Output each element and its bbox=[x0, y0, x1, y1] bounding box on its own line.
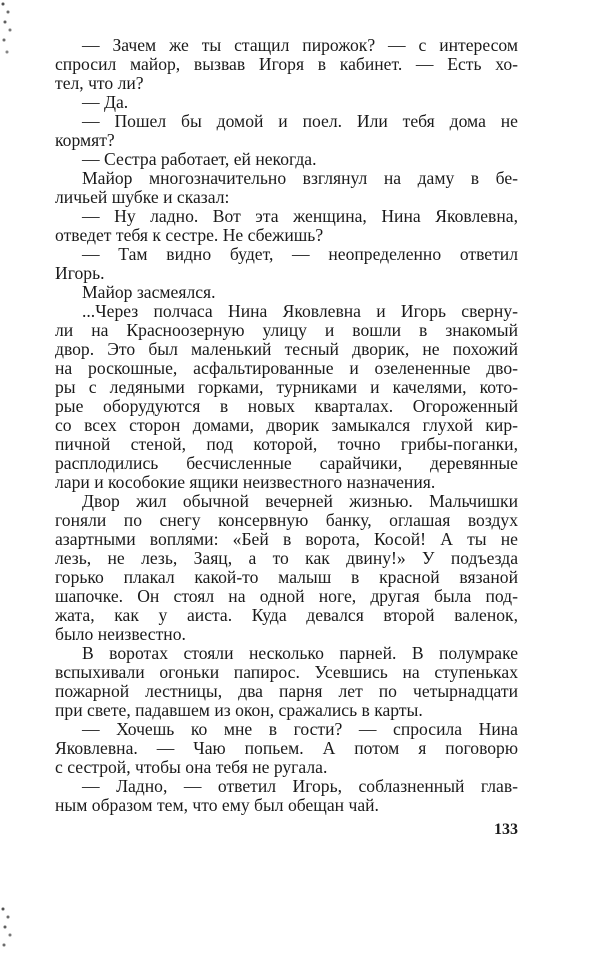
text-line: гоняли по снегу консервную банку, оглашая воздух bbox=[55, 510, 518, 530]
text-line: рые оборудуются в новых кварталах. Огороженный bbox=[55, 396, 518, 416]
text-line: пичной стеной, под которой, точно грибы-поганки, bbox=[55, 434, 518, 454]
text-line: отведет тебя к сестре. Не сбежишь? bbox=[55, 225, 324, 245]
text-line: вспыхивали огоньки папирос. Усевшись на ступеньках bbox=[55, 662, 518, 682]
text-line: Майор засмеялся. bbox=[82, 282, 216, 302]
text-line: — Пошел бы домой и поел. Или тебя дома не bbox=[82, 111, 518, 131]
text-line: — Ну ладно. Вот эта женщина, Нина Яковлевна, bbox=[82, 206, 518, 226]
text-line: кормят? bbox=[55, 130, 115, 150]
text-line: пожарной лестницы, два парня лет по четырнадцати bbox=[55, 681, 518, 701]
text-line: тел, что ли? bbox=[55, 73, 144, 93]
text-line: с сестрой, чтобы она тебя не ругала. bbox=[55, 757, 328, 777]
text-line: — Ладно, — ответил Игорь, соблазненный глав- bbox=[82, 776, 518, 796]
text-line: ным образом тем, что ему был обещан чай. bbox=[55, 795, 379, 815]
text-line: шапочке. Он стоял на одной ноге, другая была под- bbox=[55, 586, 518, 606]
text-line: — Хочешь ко мне в гости? — спросила Нина bbox=[82, 719, 518, 739]
text-line: Игорь. bbox=[55, 263, 105, 283]
text-line: — Там видно будет, — неопределенно ответил bbox=[82, 244, 518, 264]
text-line: лари и кособокие ящики неизвестного назначения. bbox=[55, 472, 436, 492]
text-line: Майор многозначительно взглянул на даму в бе- bbox=[82, 168, 518, 188]
text-line: ры с ледяными горками, турниками и качелями, кото- bbox=[55, 377, 518, 397]
text-line: горько плакал какой-то малыш в красной вязаной bbox=[55, 567, 518, 587]
text-line: было неизвестно. bbox=[55, 624, 186, 644]
text-line: ли на Красноозерную улицу и вошли в знакомый bbox=[55, 320, 518, 340]
text-line: азартными воплями: «Бей в ворота, Косой! А ты не bbox=[55, 529, 518, 549]
text-line: Двор жил обычной вечерней жизнью. Мальчишки bbox=[82, 491, 518, 511]
text-line: В воротах стояли несколько парней. В полумраке bbox=[82, 643, 518, 663]
text-line: ...Через полчаса Нина Яковлевна и Игорь сверну- bbox=[82, 301, 518, 321]
text-line: жата, как у аиста. Куда девался второй валенок, bbox=[55, 605, 518, 625]
page-body-text bbox=[55, 36, 518, 815]
text-line: со всех сторон домами, дворик замыкался глухой кир- bbox=[55, 415, 518, 435]
text-line: — Зачем же ты стащил пирожок? — с интересом bbox=[82, 35, 518, 55]
text-line: личьей шубке и сказал: bbox=[55, 187, 230, 207]
text-line: на роскошные, асфальтированные и озелененные дво- bbox=[55, 358, 518, 378]
text-line: двор. Это был маленький тесный дворик, не похожий bbox=[55, 339, 518, 359]
text-line: — Сестра работает, ей некогда. bbox=[82, 149, 317, 169]
page-number: 133 bbox=[494, 821, 518, 838]
scan-artifact-bottom bbox=[0, 905, 14, 955]
text-line: — Да. bbox=[82, 92, 129, 112]
text-line: Яковлевна. — Чаю попьем. А потом я поговорю bbox=[55, 738, 518, 758]
text-line: спросил майор, вызвав Игоря в кабинет. — Есть хо- bbox=[55, 54, 518, 74]
text-line: лезь, не лезь, Заяц, а то как двину!» У подъезда bbox=[55, 548, 518, 568]
text-line: расплодились бесчисленные сарайчики, деревянные bbox=[55, 453, 518, 473]
scan-artifact-top bbox=[0, 0, 14, 70]
text-line: при свете, падавшем из окон, сражались в карты. bbox=[55, 700, 423, 720]
